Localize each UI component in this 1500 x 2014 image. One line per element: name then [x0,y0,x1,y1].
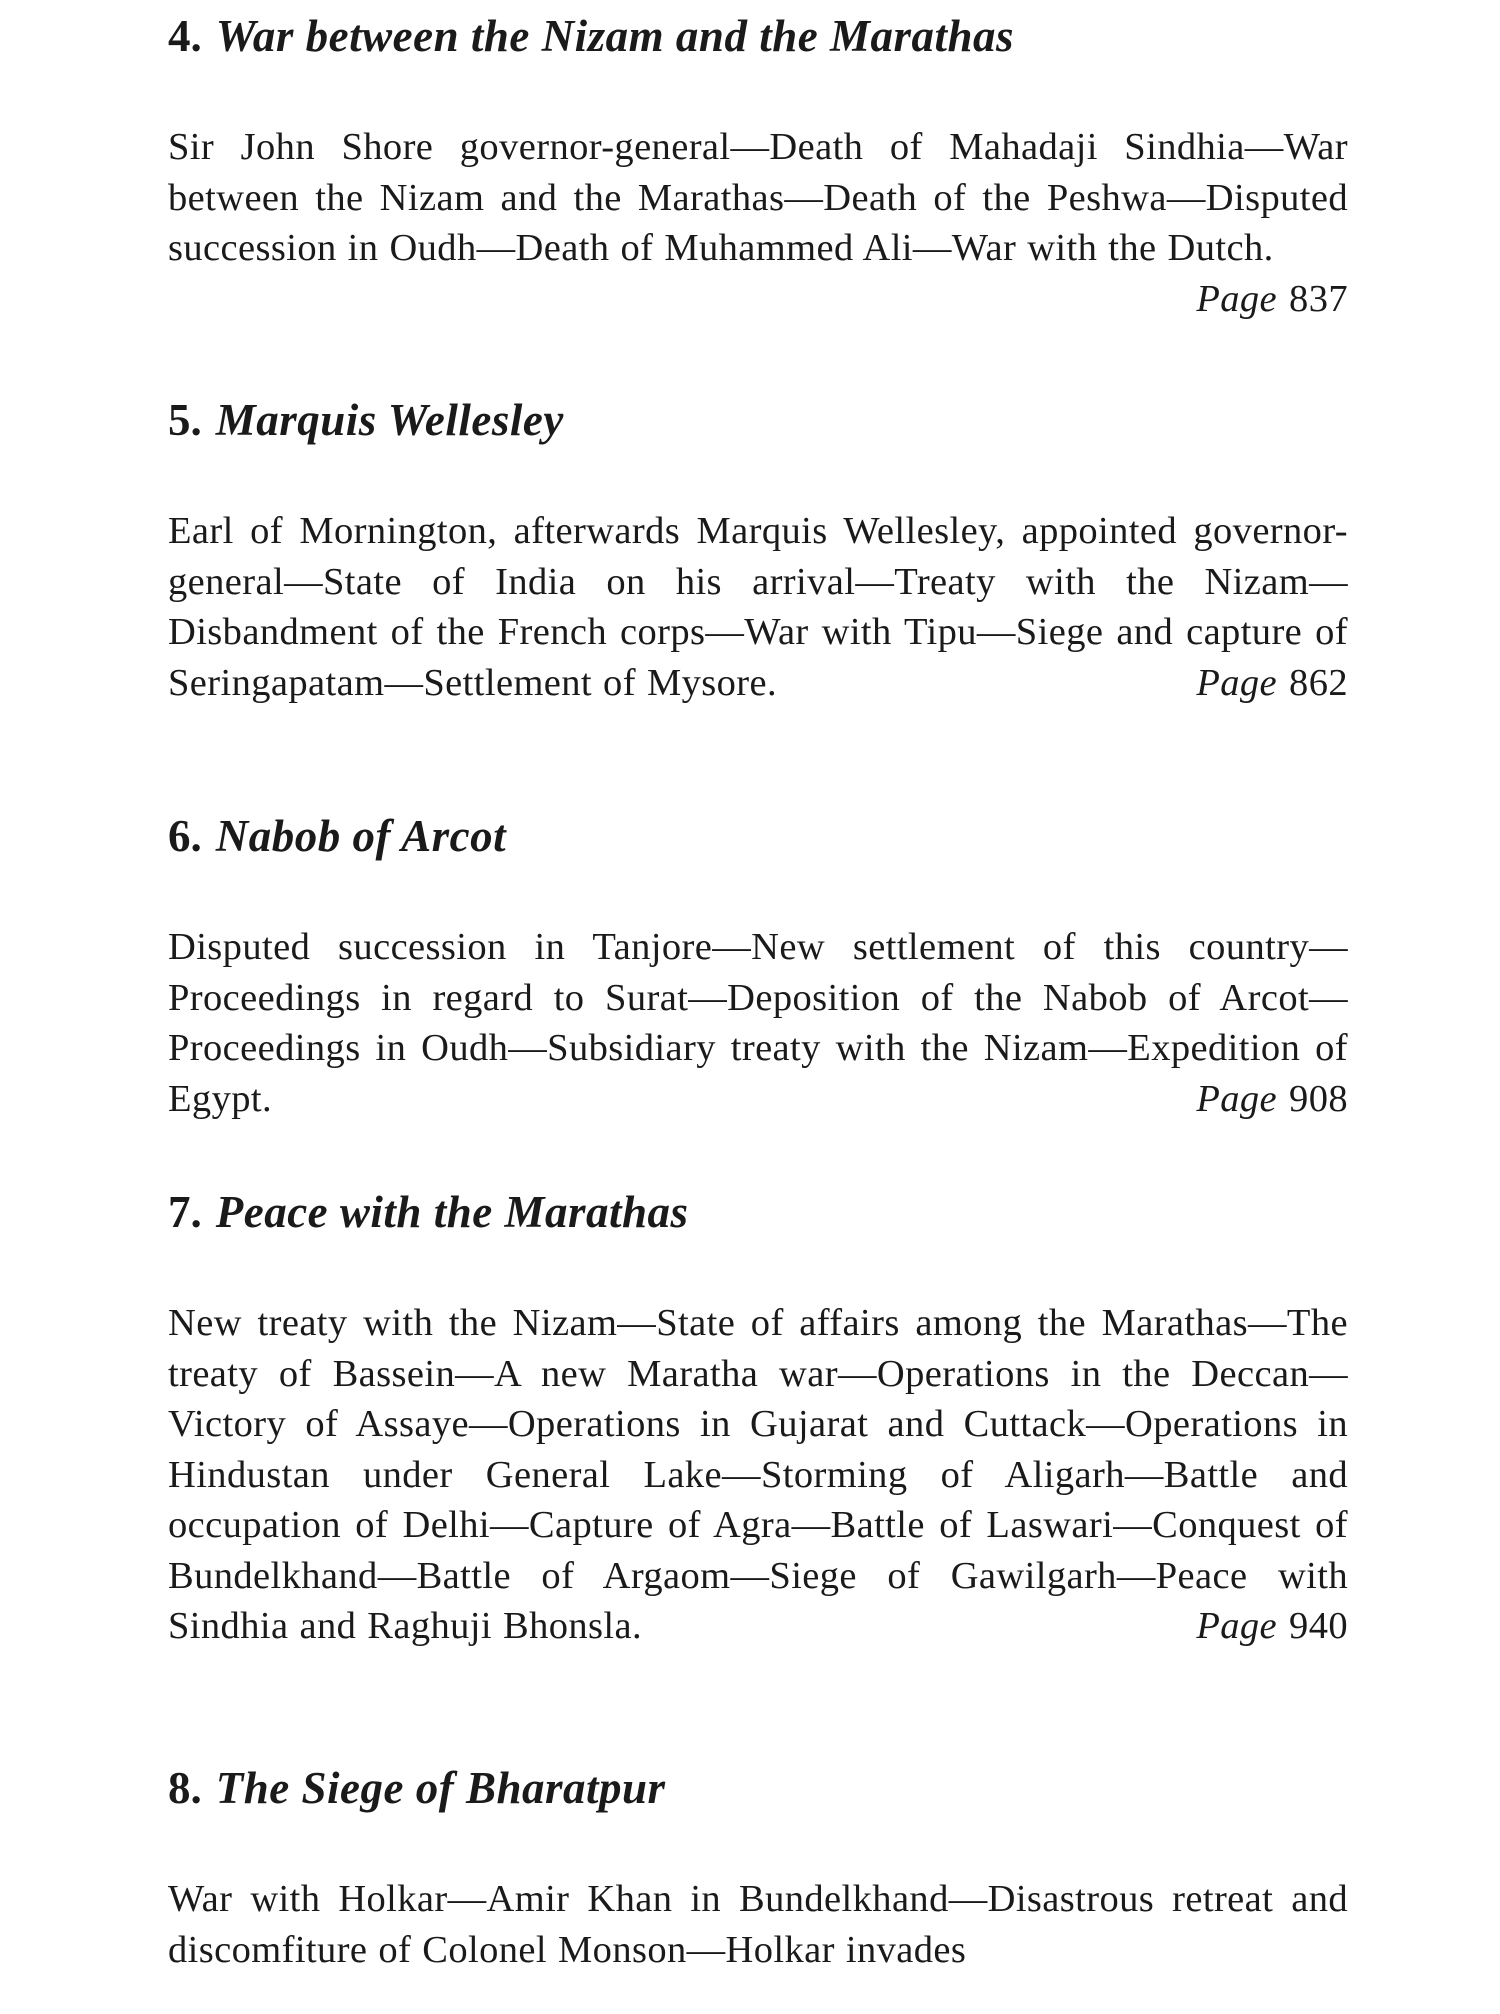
chapter-6 [168,808,1348,1163]
chapter-number: 6. [168,811,202,861]
page-number: 940 [1289,1605,1348,1647]
chapter-4 [168,8,1348,363]
summary-text: Earl of Mornington, afterwards Marquis Wellesley, appointed governor-general—State of India on his arrival—Treaty with the Nizam—Disbandment of the French corps—War with Tipu—Siege and capture of Seringapatam—Settlement of Mysore. [168,510,1348,704]
chapter-summary [168,1874,1348,1975]
chapter-7 [168,1184,1348,1690]
chapter-title: War between the Nizam and the Marathas [215,11,1015,61]
page-reference [1196,658,1348,709]
chapter-heading [168,1760,1348,1816]
page-number: 908 [1289,1077,1348,1120]
page-label: Page [1196,661,1278,704]
summary-text: Disputed succession in Tanjore—New settlement of this country—Proceedings in regard to Surat—Deposition of the Nabob of Arcot—Proceedings in Oudh—Subsidiary treaty with the Nizam—Expedition of Egypt. [168,926,1348,1120]
chapter-number: 7. [168,1187,202,1237]
chapter-heading [168,808,1348,864]
summary-text: New treaty with the Nizam—State of affairs among the Marathas—The treaty of Bassein—A new Maratha war—Operations in the Deccan—Victory of Assaye—Operations in Gujarat and Cuttack—Operations in Hindustan under General Lake—Storming of Aligarh—Battle and occupation of Delhi—Capture of Agra—Battle of Laswari—Conquest of Bundelkhand—Battle of Argaom—Siege of Gawilgarh—Peace with Sindhia and Raghuji Bhonsla. [168,1302,1348,1647]
chapter-number: 4. [168,11,202,61]
contents-page [168,0,1348,2000]
chapter-summary [168,122,1348,324]
page-reference [1196,1074,1348,1125]
chapter-5 [168,392,1348,747]
page-number: 837 [1289,277,1348,320]
page-reference [1196,274,1348,325]
chapter-heading [168,8,1348,64]
chapter-title: Peace with the Marathas [215,1187,689,1237]
chapter-number: 5. [168,395,202,445]
page-reference [1196,1601,1348,1652]
summary-text: War with Holkar—Amir Khan in Bundelkhand—Disastrous retreat and discomfiture of Colonel Monson—Holkar invades [168,1878,1348,1971]
chapter-title: Marquis Wellesley [215,395,564,445]
chapter-title: The Siege of Bharatpur [215,1763,666,1813]
chapter-heading [168,1184,1348,1240]
page-number: 862 [1289,661,1348,704]
summary-text: Sir John Shore governor-general—Death of Mahadaji Sindhia—War between the Nizam and the Marathas—Death of the Peshwa—Disputed succession in Oudh—Death of Muhammed Ali—War with the Dutch. [168,126,1348,269]
chapter-number: 8. [168,1763,202,1813]
chapter-summary [168,922,1348,1124]
page-label: Page [1196,277,1278,320]
chapter-heading [168,392,1348,448]
chapter-8 [168,1760,1348,2014]
page-label: Page [1196,1077,1278,1120]
page-label: Page [1196,1605,1278,1647]
chapter-title: Nabob of Arcot [215,811,507,861]
chapter-summary [168,1298,1348,1652]
chapter-summary [168,506,1348,708]
